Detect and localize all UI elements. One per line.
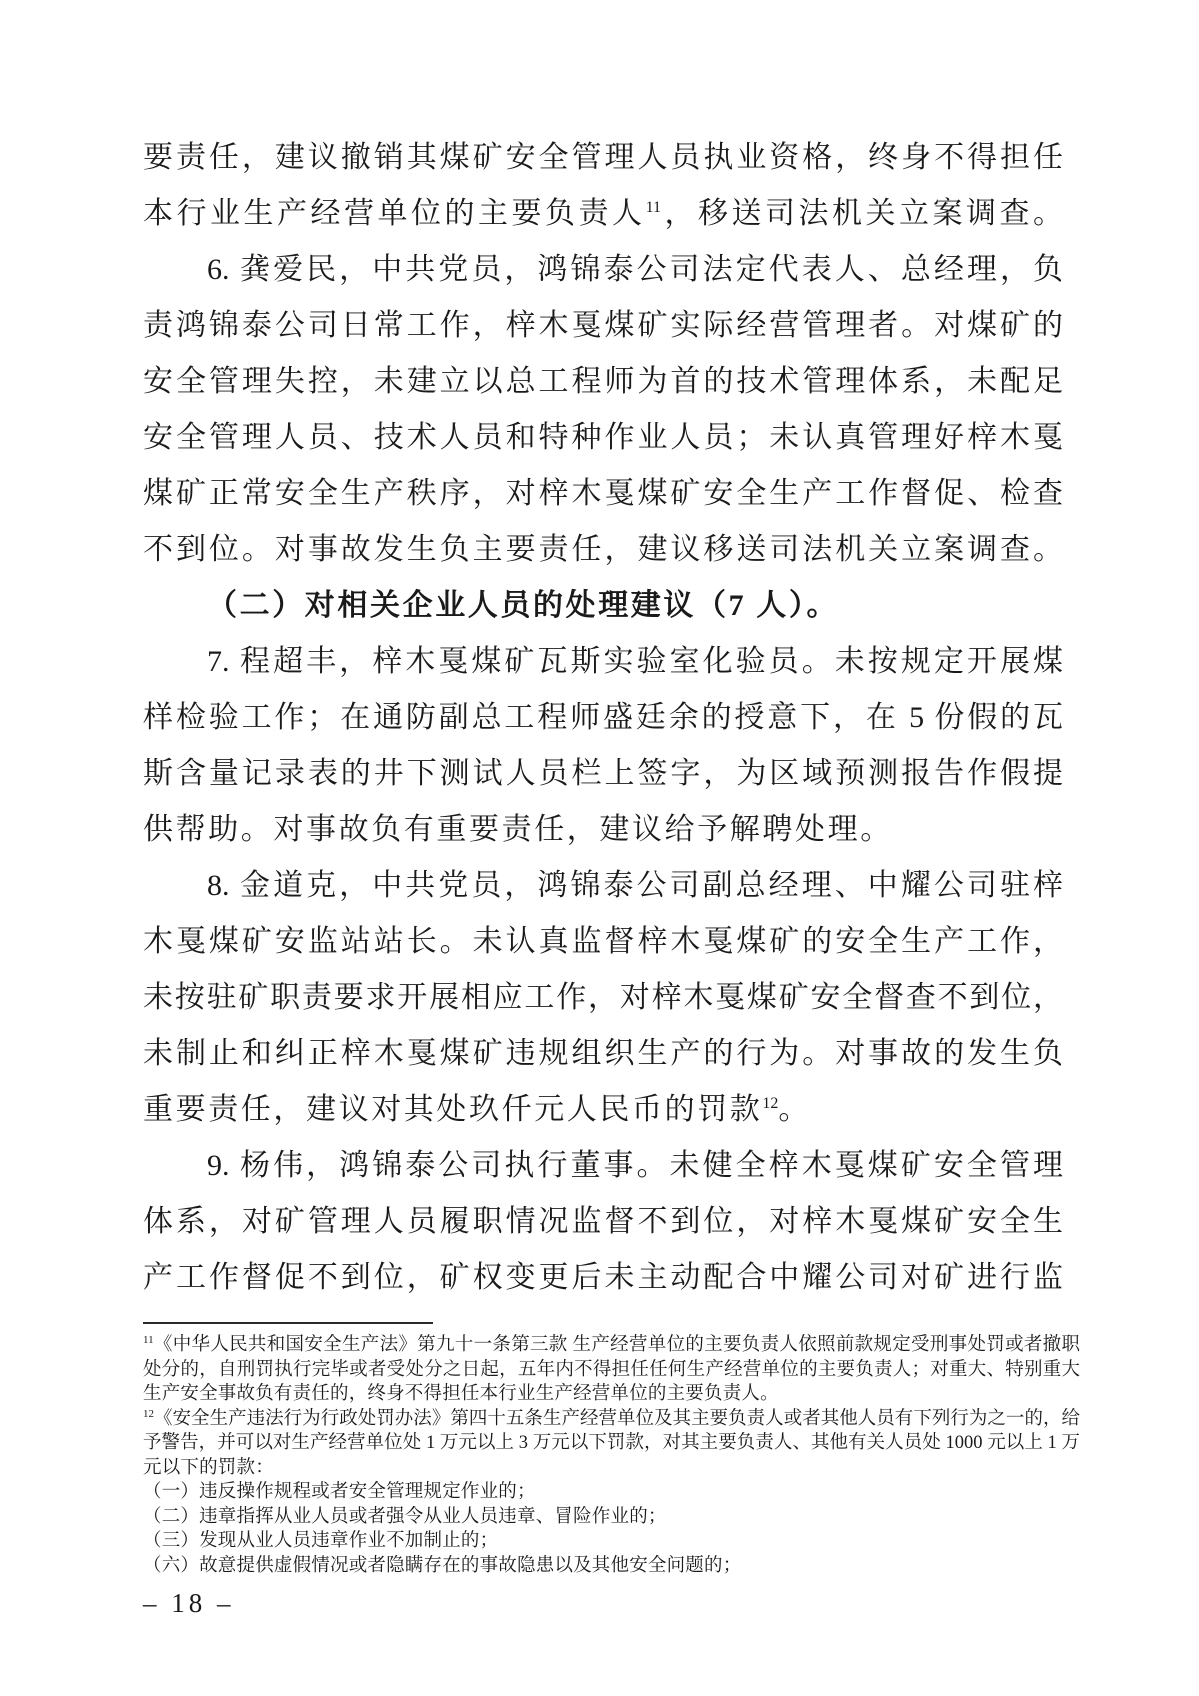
text-line: 予警告，并可以对生产经营单位处 1 万元以上 3 万元以下罚款，对其主要负责人、其他有关人员处 1000 元以上 1 万 (143, 1433, 1080, 1453)
footnote-separator (143, 1322, 433, 1324)
text-line: （二）对相关企业人员的处理建议（7 人）。 (207, 589, 840, 622)
text-line: 供帮助。对事故负有重要责任，建议给予解聘处理。 (143, 813, 893, 846)
text-line: $^{11}$《中华人民共和国安全生产法》第九十一条第三款 生产经营单位的主要负责人依照前款规定受刑事处罚或者撤职 (143, 1333, 1080, 1355)
text-line: 责鸿锦泰公司日常工作，梓木戛煤矿实际经营管理者。对煤矿的 (143, 309, 1063, 342)
text-line: 产工作督促不到位，矿权变更后未主动配合中耀公司对矿进行监 (143, 1261, 1063, 1294)
text-line: 6. 龚爱民，中共党员，鸿锦泰公司法定代表人、总经理，负 (207, 253, 1063, 286)
footnote-reference: 12 (762, 1095, 779, 1112)
footnote-11 (143, 1333, 1080, 1407)
footnote-reference: 12 (143, 1407, 154, 1420)
heading-section-2 (143, 578, 1063, 634)
text-line: 处分的，自刑罚执行完毕或者受处分之日起，五年内不得担任任何生产经营单位的主要负责人；对重大、特别重大 (143, 1359, 1080, 1380)
document-body (143, 130, 1063, 1306)
para-item5-continuation (143, 130, 1063, 242)
text-line: 生产安全事故负有责任的，终身不得担任本行业生产经营单位的主要负责人。 (143, 1384, 779, 1404)
text-line: 元以下的罚款： (143, 1457, 274, 1478)
text-line: $^{12}$《安全生产违法行为行政处罚办法》第四十五条生产经营单位及其主要负责人或者其他人员有下列行为之一的，给 (143, 1407, 1080, 1429)
text-line: （二）违章指挥从业人员或者强令从业人员违章、冒险作业的； (143, 1506, 667, 1527)
page-number: – 18 – (143, 1588, 235, 1618)
text-line: 8. 金道克，中共党员，鸿锦泰公司副总经理、中耀公司驻梓 (207, 869, 1063, 902)
text-line: 样检验工作；在通防副总工程师盛廷余的授意下，在 5 份假的瓦 (143, 701, 1063, 734)
text-line: 不到位。对事故发生负主要责任，建议移送司法机关立案调查。 (143, 533, 1063, 566)
text-line: 体系，对矿管理人员履职情况监督不到位，对梓木戛煤矿安全生 (143, 1205, 1063, 1238)
footnote-reference: 11 (645, 199, 661, 216)
text-line: 煤矿正常安全生产秩序，对梓木戛煤矿安全生产工作督促、检查 (143, 477, 1063, 510)
footnotes-section (143, 1333, 1080, 1578)
text-line: （一）违反操作规程或者安全管理规定作业的； (143, 1482, 536, 1502)
text-line: 安全管理失控，未建立以总工程师为首的技术管理体系，未配足 (143, 365, 1063, 398)
text-line: 本行业生产经营单位的主要负责人$^{11}$，移送司法机关立案调查。 (143, 197, 1064, 230)
text-line: 重要责任，建议对其处玖仟元人民币的罚款$^{12}$。 (143, 1093, 812, 1126)
footnote-reference: 11 (143, 1333, 154, 1346)
text-line: 安全管理人员、技术人员和特种作业人员；未认真管理好梓木戛 (143, 421, 1063, 454)
text-line: 斯含量记录表的井下测试人员栏上签字，为区域预测报告作假提 (143, 757, 1063, 790)
para-item9 (143, 1138, 1063, 1306)
text-line: 7. 程超丰，梓木戛煤矿瓦斯实验室化验员。未按规定开展煤 (207, 645, 1063, 678)
text-line: 未按驻矿职责要求开展相应工作，对梓木戛煤矿安全督查不到位， (143, 981, 1063, 1014)
text-line: （六）故意提供虚假情况或者隐瞒存在的事故隐患以及其他安全问题的； (143, 1555, 742, 1576)
text-line: 木戛煤矿安监站站长。未认真监督梓木戛煤矿的安全生产工作， (143, 925, 1063, 958)
footnote-12 (143, 1407, 1080, 1579)
para-item8 (143, 858, 1063, 1138)
text-line: 未制止和纠正梓木戛煤矿违规组织生产的行为。对事故的发生负 (143, 1037, 1063, 1070)
para-item6 (143, 242, 1063, 578)
text-line: （三）发现从业人员违章作业不加制止的； (143, 1531, 499, 1551)
text-line: 要责任，建议撤销其煤矿安全管理人员执业资格，终身不得担任 (143, 141, 1063, 174)
para-item7 (143, 634, 1063, 858)
text-line: 9. 杨伟，鸿锦泰公司执行董事。未健全梓木戛煤矿安全管理 (207, 1149, 1063, 1182)
